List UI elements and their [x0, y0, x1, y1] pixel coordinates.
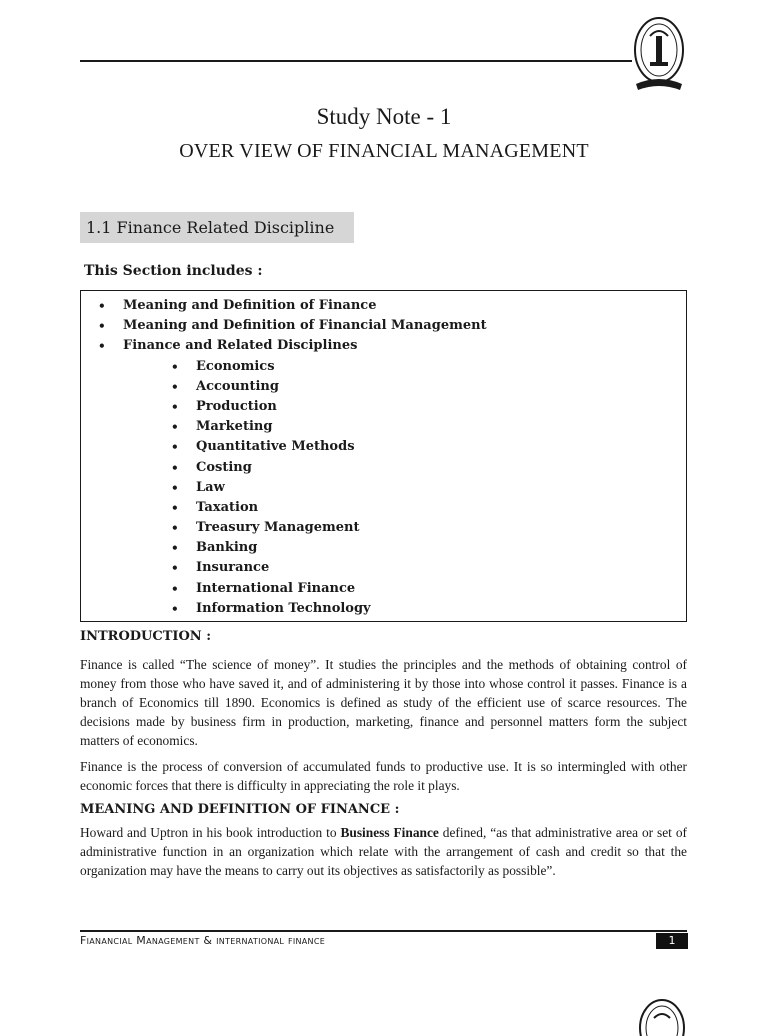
- contents-item: [81, 296, 686, 316]
- contents-item-label: Economics: [196, 358, 275, 374]
- contents-item: [81, 336, 686, 356]
- bullet-icon: •: [98, 319, 106, 334]
- footer-title: Fianancial Management & international finance: [80, 934, 326, 947]
- contents-item: [81, 458, 686, 478]
- bullet-icon: •: [171, 561, 179, 576]
- contents-item-label: Meaning and Definition of Finance: [123, 298, 377, 313]
- section-heading-box: [80, 212, 354, 243]
- contents-item: [81, 498, 686, 518]
- institute-seal-icon: [636, 996, 688, 1036]
- contents-item: [81, 518, 686, 538]
- contents-item: [81, 599, 686, 619]
- footer-rule: [80, 930, 687, 932]
- contents-item: [81, 357, 686, 377]
- section-heading: 1.1 Finance Related Discipline: [86, 218, 335, 237]
- contents-item: [81, 538, 686, 558]
- meaning-heading: MEANING AND DEFINITION OF FINANCE :: [80, 802, 400, 817]
- bullet-icon: •: [171, 420, 179, 435]
- contents-item-label: Accounting: [196, 378, 279, 394]
- contents-item-label: Production: [196, 398, 277, 414]
- bullet-icon: •: [171, 581, 179, 596]
- introduction-paragraph-2: Finance is the process of conversion of accumulated funds to productive use. It is so intermingled with other economic forces that there is difficulty in appreciating the role it plays.: [80, 759, 687, 793]
- meaning-paragraph: [80, 823, 687, 880]
- contents-item: [81, 437, 686, 457]
- contents-item-label: Finance and Related Disciplines: [123, 338, 358, 354]
- header-rule: [80, 60, 632, 62]
- bullet-icon: •: [171, 601, 179, 616]
- bullet-icon: •: [171, 500, 179, 515]
- contents-item-label: Quantitative Methods: [196, 439, 355, 455]
- contents-item-label: International Finance: [196, 580, 356, 596]
- contents-item: [81, 377, 686, 397]
- contents-item: [81, 397, 686, 417]
- contents-item: [81, 579, 686, 599]
- bullet-icon: •: [171, 460, 179, 475]
- section-contents-list: [81, 296, 686, 619]
- contents-item-label: Marketing: [196, 419, 273, 435]
- contents-item-label: Treasury Management: [196, 520, 360, 536]
- meaning-text-start: Howard and Uptron in his book introduction to: [80, 825, 341, 840]
- section-includes-label: This Section includes :: [84, 263, 263, 279]
- contents-item: [81, 316, 686, 336]
- bullet-icon: •: [171, 480, 179, 495]
- contents-item-label: Taxation: [196, 499, 259, 515]
- meaning-text-end: defined, “as that administrative area or set of administrative function in an organization which relate with the arrangement of cash and credit so that the organization may have the means to carry out its objectives as satisfactorily as possible”.: [80, 825, 687, 878]
- meaning-text-bold: Business Finance: [340, 825, 439, 840]
- contents-item-label: Information Technology: [196, 600, 371, 616]
- contents-item-label: Law: [196, 479, 225, 495]
- contents-item-label: Insurance: [196, 560, 270, 576]
- bullet-icon: •: [171, 440, 179, 455]
- bullet-icon: •: [98, 339, 106, 354]
- introduction-heading: INTRODUCTION :: [80, 629, 212, 644]
- bullet-icon: •: [171, 379, 179, 394]
- bullet-icon: •: [171, 521, 179, 536]
- contents-item-label: Banking: [196, 540, 258, 556]
- chapter-title: OVER VIEW OF FINANCIAL MANAGEMENT: [179, 140, 589, 162]
- introduction-paragraph-1: Finance is called “The science of money”. It studies the principles and the methods of obtaining control of money from those who have saved it, and of administering it by those into whose control it passes. Finance is a branch of Economics till 1890. Economics is defined as study of the efficient use of scarce resources. The decisions made by business firm in production, marketing, finance and personnel matters form the subject matters of economics.: [80, 657, 687, 748]
- contents-item: [81, 417, 686, 437]
- contents-item: [81, 478, 686, 498]
- contents-item-label: Meaning and Definition of Financial Management: [123, 318, 487, 334]
- contents-item-label: Costing: [196, 459, 252, 475]
- bullet-icon: •: [98, 299, 106, 313]
- bullet-icon: •: [171, 399, 179, 414]
- bullet-icon: •: [171, 359, 179, 374]
- section-contents-box: [80, 290, 687, 622]
- page-number: 1: [656, 933, 688, 949]
- contents-item: [81, 558, 686, 578]
- bullet-icon: •: [171, 541, 179, 556]
- study-note-title: Study Note - 1: [316, 104, 452, 129]
- institute-seal-icon: [630, 14, 688, 96]
